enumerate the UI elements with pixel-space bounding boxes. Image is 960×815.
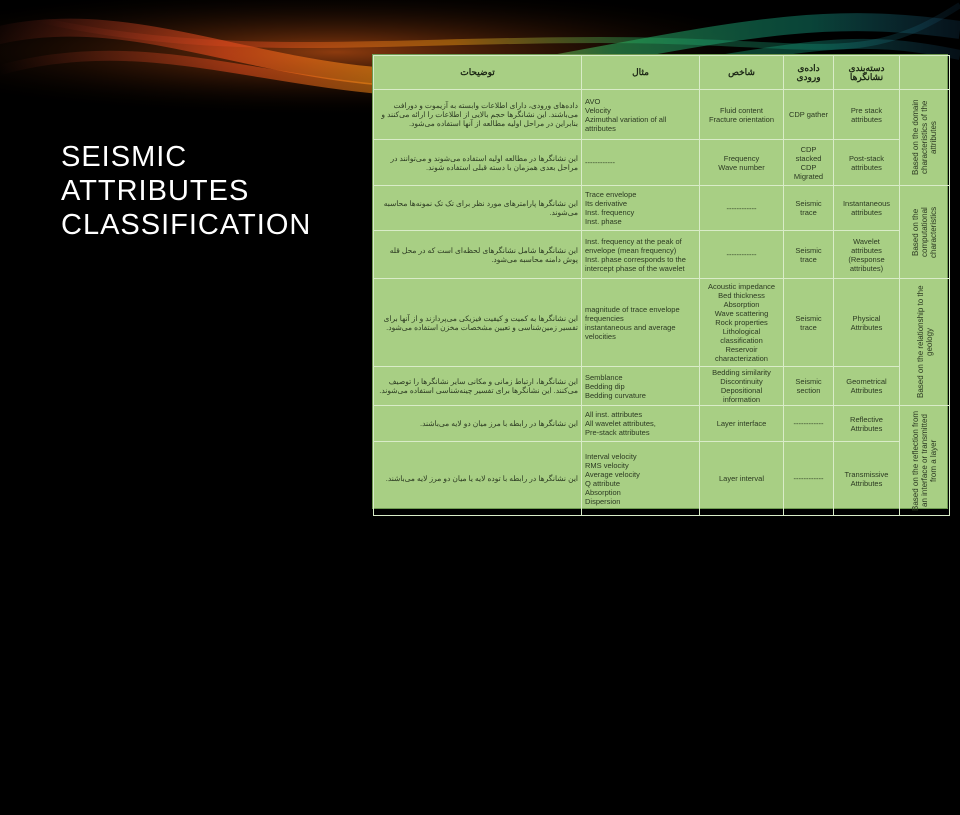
slide-title-line: CLASSIFICATION (61, 209, 312, 241)
cell-input-data-line: ------------ (793, 419, 824, 428)
cell-description: این نشانگرها به کمیت و کیفیت فیزیکی می‌پردازند و از آنها برای تفسیر زمین‌شناسی و تعیین مشخصات مخزن استفاده می‌شود. (374, 279, 582, 367)
cell-input-data-line: stacked (795, 153, 822, 163)
cell-classification (834, 90, 900, 140)
cell-example-line: Dispersion (585, 496, 621, 506)
cell-attribute-line: Wave number (718, 162, 765, 172)
cell-classification-line: Reflective Attributes (850, 414, 883, 433)
cell-example-line: Inst. frequency at the peak of envelope (mean frequency) (585, 236, 682, 255)
cell-attribute-line: Rock properties (715, 318, 768, 327)
cell-group (900, 90, 950, 186)
cell-classification (834, 186, 900, 231)
cell-input-data-line: Seismic trace (795, 199, 822, 217)
cell-description: این نشانگرها، ارتباط زمانی و مکانی سایر نشانگرها را توصیف می‌کنند. این نشانگرها برای تفسیر چینه‌شناسی استفاده می‌شوند. (374, 367, 582, 406)
table-row (374, 140, 950, 186)
group-label: Based on the reflection from an interface or transmitted from a layer (911, 410, 938, 511)
cell-classification (834, 140, 900, 186)
attributes-table-image (372, 54, 948, 509)
cell-classification-line: Instantaneous attributes (842, 199, 891, 217)
cell-attribute-line: Layer interval (718, 474, 765, 483)
cell-input-data (784, 90, 834, 140)
cell-input-data-line: CDP gather (788, 110, 829, 119)
group-label: Based on the relationship to the geology (915, 285, 934, 399)
cell-example-line: RMS velocity (585, 460, 629, 470)
slide-title (61, 140, 351, 242)
cell-description: داده‌های ورودی، دارای اطلاعات وابسته به آزیموت و دورافت می‌باشند. این نشانگرها حجم بالایی از اطلاعات را ارائه می‌کنند و بنابراین در مراحل اولیه مطالعه از آنها استفاده می‌شود. (374, 90, 582, 140)
cell-attribute-line: ------------ (726, 250, 757, 259)
table-row (374, 406, 950, 442)
cell-example-line: frequencies (585, 313, 624, 323)
header-input-data: داده‌ی ورودی (784, 56, 834, 90)
cell-example-line: Azimuthal variation of all attributes (585, 114, 667, 133)
header-group (900, 56, 950, 90)
cell-classification-line: Physical Attributes (850, 313, 883, 332)
header-classification: دسته‌بندی نشانگرها (834, 56, 900, 90)
header-example: مثال (582, 56, 700, 90)
cell-example (582, 140, 700, 186)
cell-example (582, 90, 700, 140)
cell-input-data (784, 186, 834, 231)
cell-attribute-line: Reservoir characterization (715, 345, 768, 363)
cell-attribute (700, 279, 784, 367)
attributes-table (373, 55, 950, 516)
cell-attribute-line: Acoustic impedance (707, 282, 776, 291)
cell-example-line: instantaneous and average velocities (585, 322, 676, 341)
cell-attribute (700, 406, 784, 442)
cell-example-line: Average velocity (585, 469, 640, 479)
cell-example-line: Inst. phase corresponds to the intercept phase of the wavelet (585, 254, 686, 273)
header-description: توضیحات (374, 56, 582, 90)
cell-example-line: Q attribute (585, 478, 621, 488)
cell-classification-line: Post-stack attributes (848, 153, 884, 172)
cell-input-data (784, 442, 834, 516)
cell-example (582, 279, 700, 367)
cell-example-line: Trace envelope (585, 190, 637, 199)
cell-classification (834, 279, 900, 367)
cell-example-line: All inst. attributes (585, 410, 643, 419)
cell-input-data (784, 279, 834, 367)
cell-description: این نشانگرها در رابطه با مرز میان دو لایه می‌باشند. (374, 406, 582, 442)
cell-example-line: All wavelet attributes, (585, 419, 656, 428)
group-label: Based on the computational characteristics (911, 206, 938, 258)
cell-attribute-line: Bed thickness (718, 291, 765, 300)
group-label: Based on the domain characteristics of the attributes (911, 99, 938, 176)
cell-example (582, 231, 700, 279)
table-row (374, 231, 950, 279)
cell-attribute (700, 367, 784, 406)
cell-attribute (700, 186, 784, 231)
cell-description: این نشانگرها در مطالعه اولیه استفاده می‌شوند و می‌توانند در مراحل بعدی همزمان با دسته قبلی استفاده شوند. (374, 140, 582, 186)
table-row (374, 90, 950, 140)
cell-description: این نشانگرها در رابطه با توده لایه یا میان دو مرز لایه می‌باشند. (374, 442, 582, 516)
cell-group (900, 406, 950, 516)
table-header-row (374, 56, 950, 90)
cell-example (582, 367, 700, 406)
cell-example-line: Pre-stack attributes (585, 428, 650, 437)
cell-input-data-line: Migrated (793, 171, 824, 181)
cell-attribute-line: Discontinuity (720, 377, 763, 386)
cell-description: این نشانگرها شامل نشانگرهای لحظه‌ای است که در محل قله پوش دامنه محاسبه می‌شود. (374, 231, 582, 279)
slide-title-line: SEISMIC (61, 141, 188, 173)
cell-input-data-line: Seismic section (795, 377, 822, 395)
cell-input-data-line: CDP (800, 144, 817, 154)
cell-attribute (700, 442, 784, 516)
cell-example-line: Its derivative (585, 199, 628, 208)
cell-example-line: Absorption (585, 487, 621, 497)
cell-attribute-line: Frequency (723, 153, 760, 163)
cell-example-line: Bedding curvature (585, 390, 646, 400)
header-attribute: شاخص (700, 56, 784, 90)
table-row (374, 186, 950, 231)
cell-example-line: ------------ (585, 158, 615, 167)
cell-classification-line: Wavelet attributes (Response attributes) (848, 236, 885, 273)
cell-description: این نشانگرها پارامترهای مورد نظر برای تک تک نمونه‌ها محاسبه می‌شوند. (374, 186, 582, 231)
table-row (374, 442, 950, 516)
cell-input-data-line: ------------ (793, 474, 824, 483)
cell-attribute-line: Bedding similarity (712, 368, 771, 377)
cell-attribute (700, 231, 784, 279)
cell-classification (834, 442, 900, 516)
cell-attribute-line: Wave scattering (714, 309, 769, 318)
cell-example-line: AVO (585, 96, 601, 106)
cell-attribute-line: Fracture orientation (708, 114, 775, 124)
cell-example-line: Inst. phase (585, 217, 622, 226)
cell-classification (834, 367, 900, 406)
cell-attribute-line: Lithological classification (720, 327, 763, 345)
cell-input-data (784, 140, 834, 186)
cell-example (582, 442, 700, 516)
table-row (374, 279, 950, 367)
cell-attribute-line: Fluid content (720, 105, 763, 115)
cell-attribute-line: Layer interface (716, 419, 767, 428)
cell-example-line: Inst. frequency (585, 208, 635, 217)
cell-example (582, 186, 700, 231)
cell-classification-line: Pre stack attributes (850, 105, 883, 124)
cell-group (900, 186, 950, 279)
cell-classification-line: Transmissive Attributes (844, 469, 889, 488)
cell-input-data-line: Seismic trace (795, 313, 822, 332)
cell-example-line: Interval velocity (585, 451, 637, 461)
cell-input-data (784, 367, 834, 406)
slide-title-line: ATTRIBUTES (61, 175, 250, 207)
cell-classification (834, 406, 900, 442)
cell-group (900, 279, 950, 406)
cell-input-data (784, 231, 834, 279)
cell-attribute-line: Absorption (723, 300, 760, 309)
cell-classification (834, 231, 900, 279)
table-row (374, 367, 950, 406)
cell-attribute (700, 90, 784, 140)
cell-example-line: magnitude of trace envelope (585, 304, 680, 314)
cell-classification-line: Geometrical Attributes (846, 377, 887, 395)
cell-example-line: Bedding dip (585, 381, 625, 391)
cell-input-data-line: CDP (800, 162, 817, 172)
cell-attribute-line: Depositional information (720, 386, 763, 404)
cell-example-line: Velocity (585, 105, 611, 115)
cell-example (582, 406, 700, 442)
cell-attribute-line: ------------ (726, 203, 757, 213)
cell-input-data-line: Seismic trace (795, 245, 822, 264)
cell-attribute (700, 140, 784, 186)
cell-example-line: Semblance (585, 372, 623, 382)
cell-input-data (784, 406, 834, 442)
